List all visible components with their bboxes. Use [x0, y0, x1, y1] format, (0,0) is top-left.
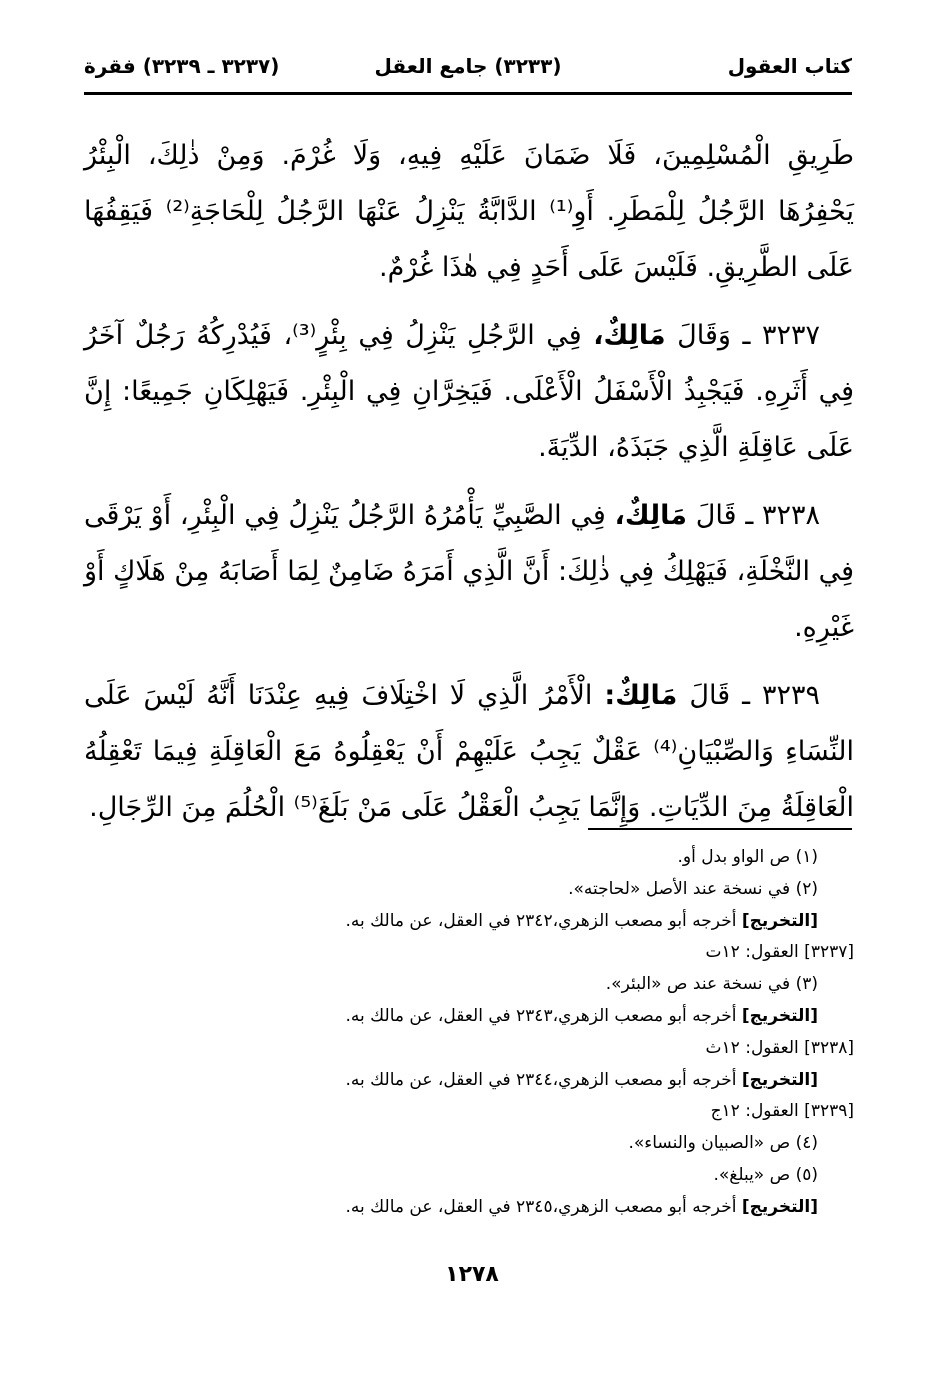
footnote-4: (٤) ص «الصبيان والنساء». [628, 1133, 818, 1154]
footnote-1: (١) ص الواو بدل أو. [677, 847, 818, 867]
footnote-5: (٥) ص «يبلغ». [713, 1164, 818, 1185]
takhrij-label: [التخريج] [741, 1069, 818, 1090]
takhrij-final [84, 1192, 854, 1224]
said-word: وَقَالَ [677, 320, 731, 351]
reference-3239: [٣٢٣٩] العقول: ١٢ج [710, 1101, 854, 1122]
paragraph-3237 [84, 308, 854, 476]
paragraph-text: الْأَمْرُ الَّذِي لَا اخْتِلَافَ فِيهِ عِنْدَنَا أَنَّهُ لَيْسَ عَلَى النِّسَاءِ وَالصِّبْيَانِ⁽⁴⁾ عَقْلٌ يَجِبُ عَلَيْهِمْ أَنْ يَعْقِلُوهُ مَعَ الْعَاقِلَةِ فِيمَا تَعْقِلُهُ الْعَاقِلَةُ مِنَ الدِّيَاتِ. وَإِنَّمَا يَجِبُ الْعَقْلُ عَلَى مَنْ بَلَغَ⁽⁵⁾ الْحُلُمَ مِنَ الرِّجَالِ. [84, 680, 854, 823]
main-text [84, 128, 854, 848]
takhrij-label: [التخريج] [741, 1005, 818, 1026]
takhrij-3238 [84, 1001, 854, 1033]
said-word: قَالَ [695, 500, 737, 531]
takhrij-label: [التخريج] [741, 1196, 818, 1217]
paragraph-continuation: طَرِيقِ الْمُسْلِمِينَ، فَلَا ضَمَانَ عَلَيْهِ فِيهِ، وَلَا غُرْمَ. وَمِنْ ذٰلِكَ، الْبِئْرُ يَحْفِرُهَا الرَّجُلُ لِلْمَطَرِ. أَوِ⁽¹⁾ الدَّابَّةُ يَنْزِلُ عَنْهَا الرَّجُلُ لِلْحَاجَةِ⁽²⁾ فَيَقِفُهَا عَلَى الطَّرِيقِ. فَلَيْسَ عَلَى أَحَدٍ فِي هٰذَا غُرْمٌ. [84, 140, 854, 283]
footnotes [84, 842, 854, 1224]
paragraph-text: فِي الرَّجُلِ يَنْزِلُ فِي بِئْرٍ⁽³⁾، فَيُدْرِكُهُ رَجُلٌ آخَرُ فِي أَثَرِهِ. فَيَجْبِذُ الْأَسْفَلُ الْأَعْلَى. فَيَخِرَّانِ فِي الْبِئْرِ. فَيَهْلِكَانِ جَمِيعًا: إِنَّ عَلَى عَاقِلَةِ الَّذِي جَبَذَهُ، الدِّيَةَ. [84, 320, 854, 463]
takhrij-text: أخرجه أبو مصعب الزهري،٢٣٤٥ في العقل، عن مالك به. [345, 1196, 737, 1217]
takhrij-text: أخرجه أبو مصعب الزهري،٢٣٤٤ في العقل، عن مالك به. [345, 1069, 737, 1090]
malik-name: مَالِكٌ، [593, 320, 666, 351]
paragraph-number: ٣٢٣٩ ـ [742, 680, 820, 711]
takhrij-3237 [84, 906, 854, 938]
header-rule [84, 92, 852, 95]
takhrij-label: [التخريج] [741, 910, 818, 931]
chapter-title: (٣٢٣٣) جامع العقل [374, 54, 562, 78]
paragraph-3239 [84, 668, 854, 836]
reference-3237: [٣٢٣٧] العقول: ١٢ت [705, 942, 854, 963]
takhrij-text: أخرجه أبو مصعب الزهري،٢٣٤٣ في العقل، عن مالك به. [345, 1005, 737, 1026]
footnote-separator [588, 828, 852, 830]
footnote-2: (٢) في نسخة عند الأصل «لحاجته». [568, 878, 818, 899]
malik-name: مَالِكٌ: [604, 680, 678, 711]
takhrij-3239 [84, 1065, 854, 1097]
running-header [84, 50, 852, 90]
paragraph-text: فِي الصَّبِيِّ يَأْمُرُهُ الرَّجُلُ يَنْزِلُ فِي الْبِئْرِ، أَوْ يَرْقَى فِي النَّخْلَةِ، فَيَهْلِكُ فِي ذٰلِكَ: أَنَّ الَّذِي أَمَرَهُ ضَامِنٌ لِمَا أَصَابَهُ مِنْ هَلَاكٍ أَوْ غَيْرِهِ. [84, 500, 854, 643]
paragraph-3238 [84, 488, 854, 656]
paragraph-number: ٣٢٣٧ ـ [742, 320, 820, 351]
paragraph-range: (٣٢٣٧ ـ ٣٢٣٩) فقرة [84, 54, 280, 78]
footnote-3: (٣) في نسخة عند ص «البئر». [605, 974, 818, 995]
reference-3238: [٣٢٣٨] العقول: ١٢ث [705, 1037, 854, 1058]
said-word: قَالَ [689, 680, 731, 711]
paragraph-number: ٣٢٣٨ ـ [745, 500, 820, 531]
takhrij-text: أخرجه أبو مصعب الزهري،٢٣٤٢ في العقل، عن مالك به. [345, 910, 737, 931]
page-number: ١٢٧٨ [445, 1262, 499, 1287]
malik-name: مَالِكٌ، [614, 500, 688, 531]
book-title: كتاب العقول [727, 54, 852, 78]
